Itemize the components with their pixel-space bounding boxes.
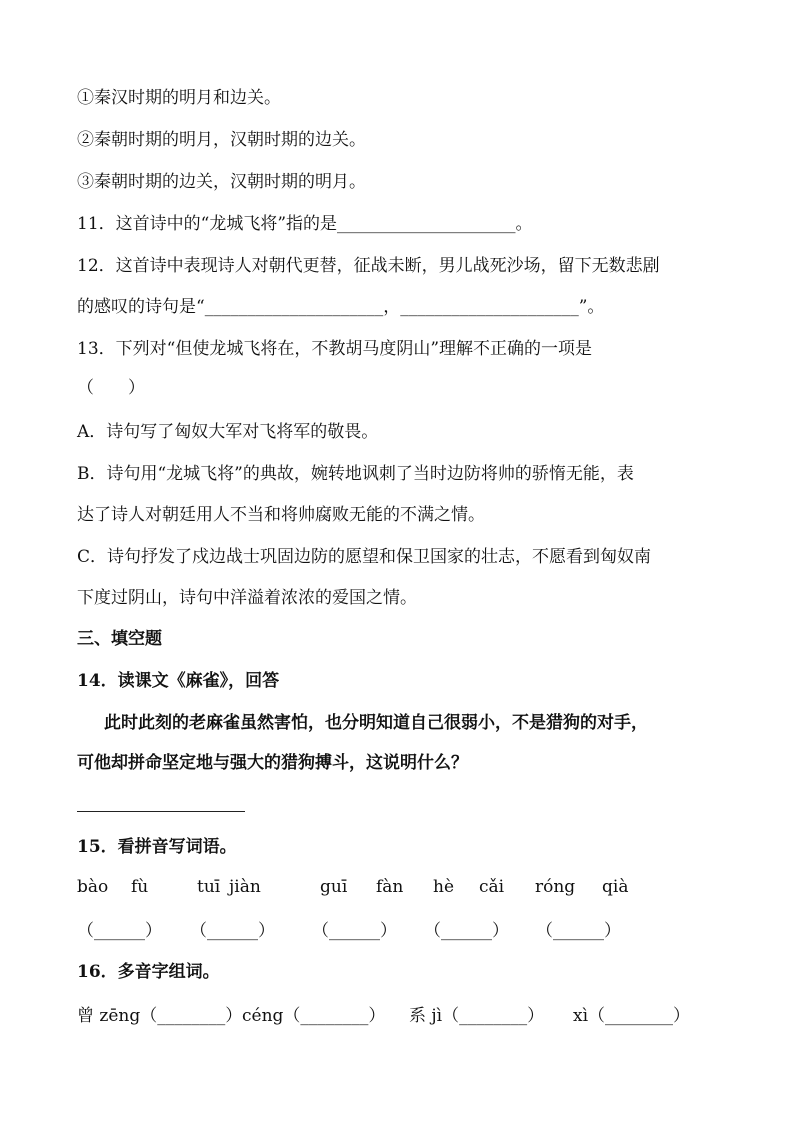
question-13-option-b-line1: B．诗句用“龙城飞将”的典故，婉转地讽刺了当时边防将帅的骄惰无能，表 (77, 464, 634, 484)
question-13-option-c-line2: 下度过阴山，诗句中洋溢着浓浓的爱国之情。 (77, 588, 417, 608)
question-11: 11．这首诗中的“龙城飞将”指的是_____________________。 (77, 214, 533, 234)
polyphone-item[interactable]: céng（________） (242, 1006, 386, 1026)
question-14-paragraph-2: 可他却拼命坚定地与强大的猎狗搏斗，这说明什么？ (77, 753, 468, 773)
polyphone-item[interactable]: xì（________） (573, 1006, 691, 1026)
question-13-option-b-line2: 达了诗人对朝廷用人不当和将帅腐败无能的不满之情。 (77, 505, 485, 525)
pinyin: hè (433, 877, 455, 897)
polyphone-item[interactable]: 曾 zēng（________） (77, 1006, 243, 1026)
answer-blank[interactable]: （______） (77, 921, 162, 941)
pinyin: jiàn (229, 877, 261, 897)
option-10-2: ②秦朝时期的明月，汉朝时期的边关。 (77, 130, 366, 150)
polyphone-row (77, 1001, 717, 1027)
pinyin: tuī (197, 877, 221, 897)
question-12-line1: 12．这首诗中表现诗人对朝代更替，征战未断，男儿战死沙场，留下无数悲剧 (77, 256, 660, 276)
question-13-paren: （ ） (77, 378, 145, 398)
pinyin: fù (131, 877, 149, 897)
question-13-stem: 13．下列对“但使龙城飞将在，不教胡马度阴山”理解不正确的一项是 (77, 339, 593, 359)
question-14-title: 14．读课文《麻雀》，回答 (77, 671, 280, 691)
pinyin: guī (320, 877, 348, 897)
answer-blank[interactable]: （______） (190, 921, 275, 941)
question-13-option-a: A．诗句写了匈奴大军对飞将军的敬畏。 (77, 422, 379, 442)
answer-blank[interactable]: （______） (536, 921, 621, 941)
pinyin: bào (77, 877, 109, 897)
pinyin: qià (602, 877, 629, 897)
polyphone-item[interactable]: 系 jì（________） (409, 1006, 545, 1026)
question-12-line2: 的感叹的诗句是“_____________________，_____________________”。 (77, 297, 605, 317)
question-14-paragraph-1: 此时此刻的老麻雀虽然害怕，也分明知道自己很弱小，不是猎狗的对手， (104, 713, 648, 733)
pinyin: róng (535, 877, 576, 897)
option-10-3: ③秦朝时期的边关，汉朝时期的明月。 (77, 172, 366, 192)
question-16-title: 16．多音字组词。 (77, 962, 220, 982)
section-heading: 三、填空题 (77, 629, 162, 649)
pinyin: cǎi (479, 877, 505, 897)
answer-line[interactable] (77, 811, 245, 812)
question-13-option-c-line1: C．诗句抒发了戍边战士巩固边防的愿望和保卫国家的壮志，不愿看到匈奴南 (77, 547, 652, 567)
option-10-1: ①秦汉时期的明月和边关。 (77, 88, 281, 108)
answer-blank[interactable]: （______） (312, 921, 397, 941)
question-15-title: 15．看拼音写词语。 (77, 837, 237, 857)
answer-blank[interactable]: （______） (424, 921, 509, 941)
pinyin: fàn (376, 877, 404, 897)
